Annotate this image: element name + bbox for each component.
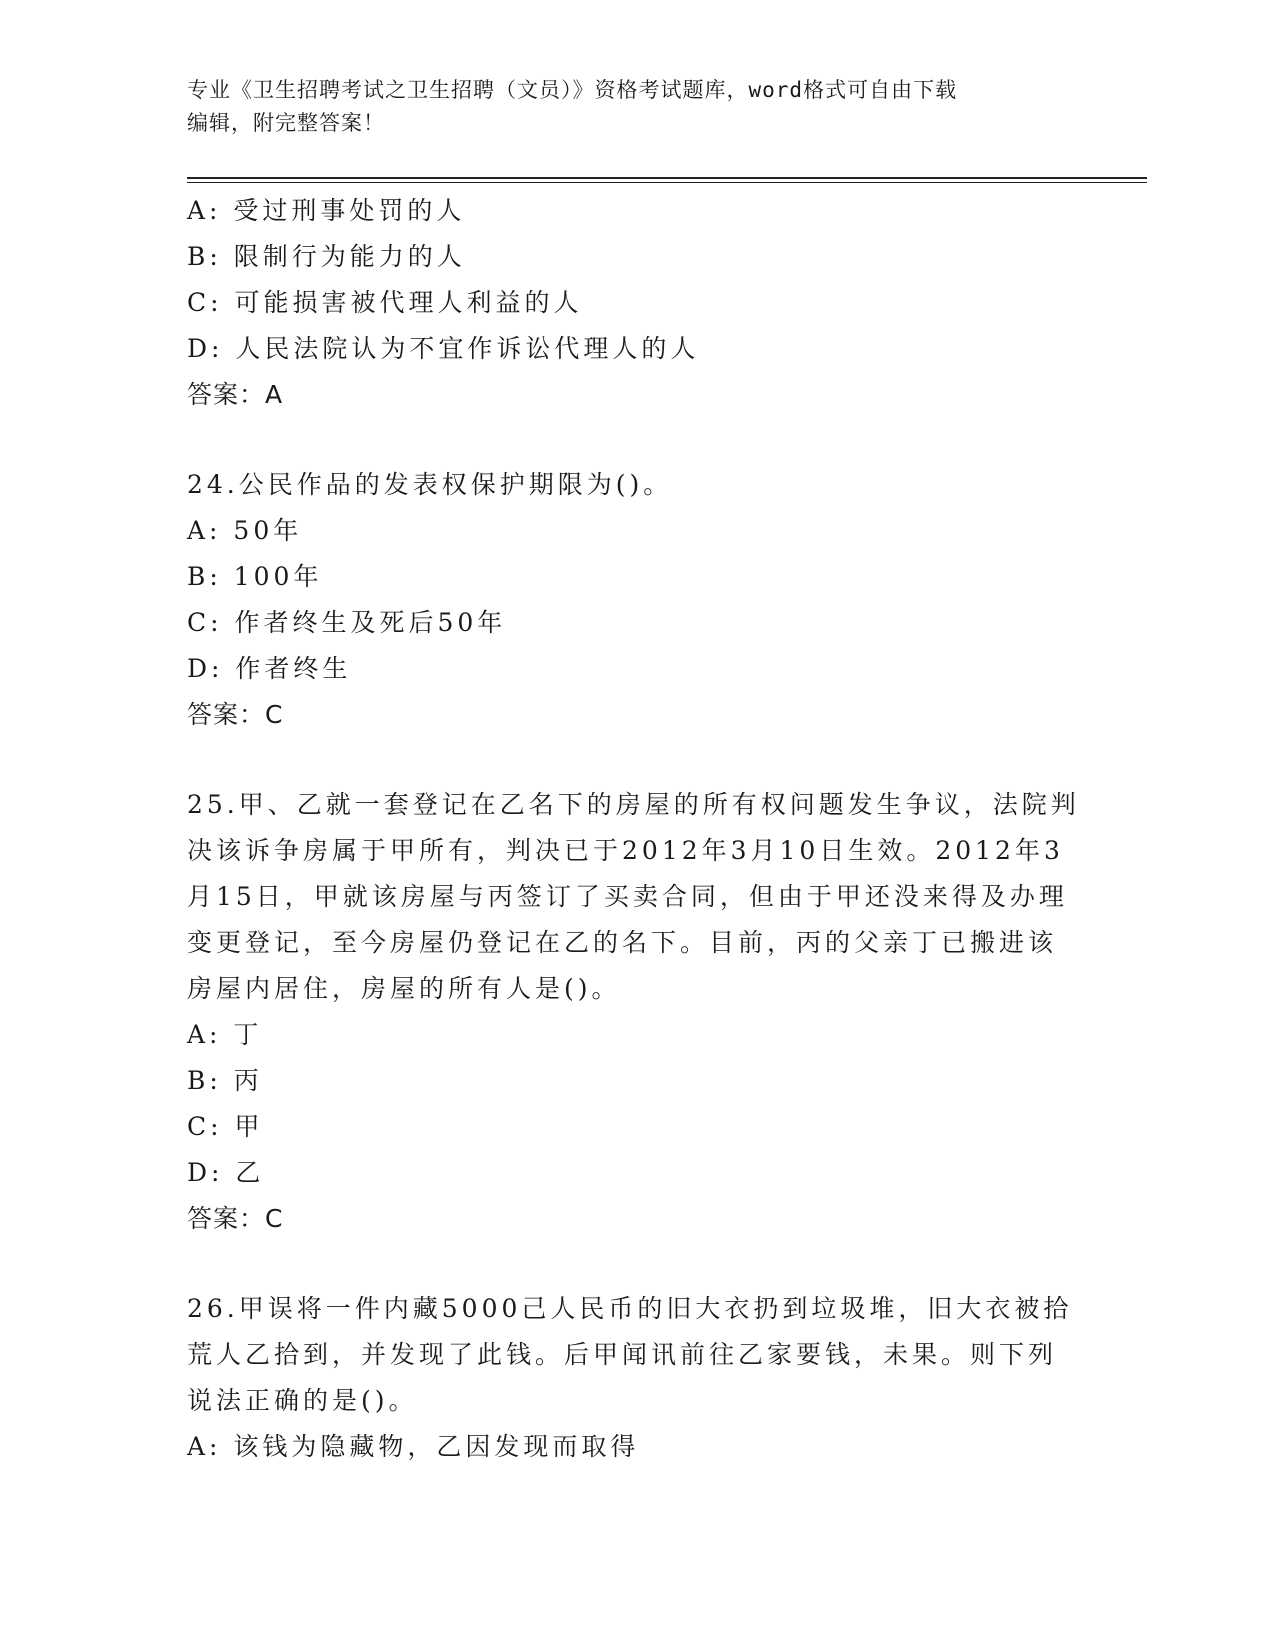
question-text-line: 24.公民作品的发表权保护期限为()。	[187, 470, 673, 499]
question-25	[187, 782, 1087, 1242]
option-c: C: 可能损害被代理人利益的人	[187, 288, 583, 317]
option-a: A: 丁	[187, 1020, 263, 1049]
option-d: D: 人民法院认为不宜作诉讼代理人的人	[187, 334, 700, 363]
document-header	[187, 74, 1087, 140]
option-c: C: 作者终生及死后50年	[187, 608, 507, 637]
answer: 答案：A	[187, 380, 284, 409]
question-text-line: 说法正确的是()。	[187, 1386, 418, 1415]
answer: 答案：C	[187, 1204, 284, 1233]
header-divider-thick	[187, 177, 1147, 179]
answer: 答案：C	[187, 700, 284, 729]
option-a: A: 50年	[187, 516, 303, 545]
option-b: B: 100年	[187, 562, 323, 591]
header-line-2: 编辑，附完整答案！	[187, 111, 385, 135]
question-23	[187, 188, 1087, 418]
question-text-line: 决该诉争房属于甲所有，判决已于2012年3月10日生效。2012年3	[187, 836, 1064, 865]
option-c: C: 甲	[187, 1112, 264, 1141]
header-divider-thin	[187, 182, 1147, 183]
question-text-line: 变更登记，至今房屋仍登记在乙的名下。目前，丙的父亲丁已搬进该	[187, 928, 1058, 957]
option-b: B: 丙	[187, 1066, 263, 1095]
option-d: D: 作者终生	[187, 654, 352, 683]
option-d: D: 乙	[187, 1158, 265, 1187]
header-line-1: 专业《卫生招聘考试之卫生招聘（文员）》资格考试题库，word格式可自由下载	[187, 78, 958, 102]
question-24	[187, 462, 1087, 738]
question-text-line: 荒人乙拾到，并发现了此钱。后甲闻讯前往乙家要钱，未果。则下列	[187, 1340, 1058, 1369]
question-text-line: 月15日，甲就该房屋与丙签订了买卖合同，但由于甲还没来得及办理	[187, 882, 1068, 911]
question-content	[187, 188, 1087, 1470]
question-text-line: 25.甲、乙就一套登记在乙名下的房屋的所有权问题发生争议，法院判	[187, 790, 1080, 819]
question-26	[187, 1286, 1087, 1470]
question-text-line: 房屋内居住，房屋的所有人是()。	[187, 974, 621, 1003]
question-text-line: 26.甲误将一件内藏5000己人民币的旧大衣扔到垃圾堆，旧大衣被拾	[187, 1294, 1073, 1323]
option-a: A: 受过刑事处罚的人	[187, 196, 466, 225]
option-b: B: 限制行为能力的人	[187, 242, 466, 271]
option-a: A: 该钱为隐藏物，乙因发现而取得	[187, 1432, 640, 1461]
